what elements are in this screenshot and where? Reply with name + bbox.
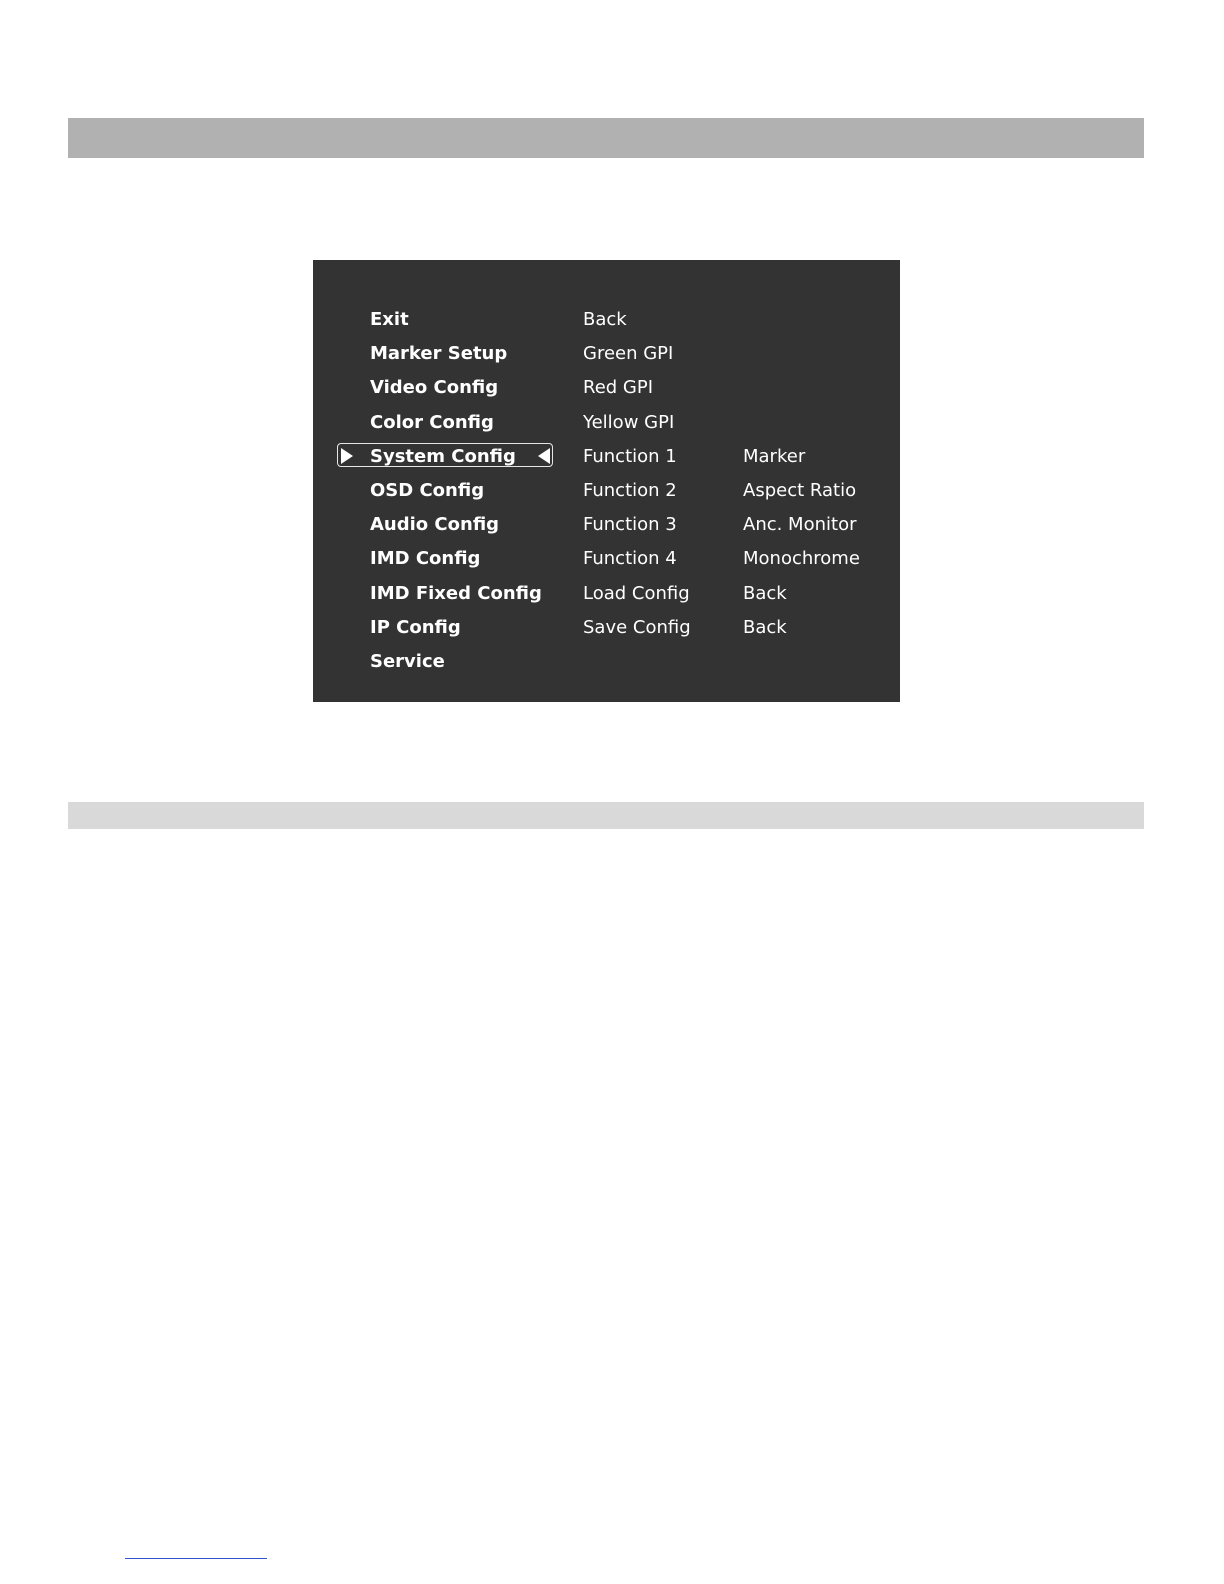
menu-item-service[interactable]: Service	[370, 650, 445, 672]
submenu-item-load-config[interactable]: Load Config	[583, 582, 690, 604]
submenu-item-green-gpi[interactable]: Green GPI	[583, 343, 674, 365]
submenu	[583, 306, 733, 648]
value-save-config[interactable]: Back	[743, 616, 787, 638]
submenu-item-function-2[interactable]: Function 2	[583, 479, 677, 501]
menu-item-exit[interactable]: Exit	[370, 309, 409, 330]
menu-item-color-config[interactable]: Color Config	[370, 411, 494, 433]
submenu-value	[743, 340, 893, 374]
menu-item-marker-setup[interactable]: Marker Setup	[370, 343, 508, 365]
submenu-item-function-4[interactable]: Function 4	[583, 548, 677, 570]
triangle-right-icon	[341, 448, 353, 464]
section-bar	[68, 802, 1144, 829]
value-function-1[interactable]: Marker	[743, 445, 806, 467]
submenu-value	[743, 374, 893, 408]
main-menu	[370, 306, 570, 682]
submenu-value	[743, 306, 893, 340]
submenu-item-save-config[interactable]: Save Config	[583, 616, 691, 638]
submenu-values	[743, 306, 893, 648]
value-function-3[interactable]: Anc. Monitor	[743, 514, 857, 536]
submenu-item-yellow-gpi[interactable]: Yellow GPI	[583, 411, 675, 433]
submenu-item-function-1[interactable]: Function 1	[583, 445, 677, 467]
value-function-4[interactable]: Monochrome	[743, 548, 860, 570]
value-load-config[interactable]: Back	[743, 582, 787, 604]
menu-item-ip-config[interactable]: IP Config	[370, 616, 461, 638]
header-bar	[68, 118, 1144, 158]
submenu-value	[743, 409, 893, 443]
menu-item-imd-config[interactable]: IMD Config	[370, 548, 481, 570]
menu-item-audio-config[interactable]: Audio Config	[370, 514, 500, 536]
menu-item-system-config[interactable]: System Config	[370, 445, 516, 467]
submenu-item-back[interactable]: Back	[583, 309, 627, 330]
osd-menu-panel	[313, 260, 900, 702]
submenu-item-red-gpi[interactable]: Red GPI	[583, 377, 654, 399]
menu-item-osd-config[interactable]: OSD Config	[370, 479, 485, 501]
menu-item-imd-fixed-config[interactable]: IMD Fixed Config	[370, 582, 542, 604]
menu-item-video-config[interactable]: Video Config	[370, 377, 499, 399]
footer-link-underline	[125, 1558, 267, 1559]
value-function-2[interactable]: Aspect Ratio	[743, 479, 857, 501]
submenu-item-function-3[interactable]: Function 3	[583, 514, 677, 536]
